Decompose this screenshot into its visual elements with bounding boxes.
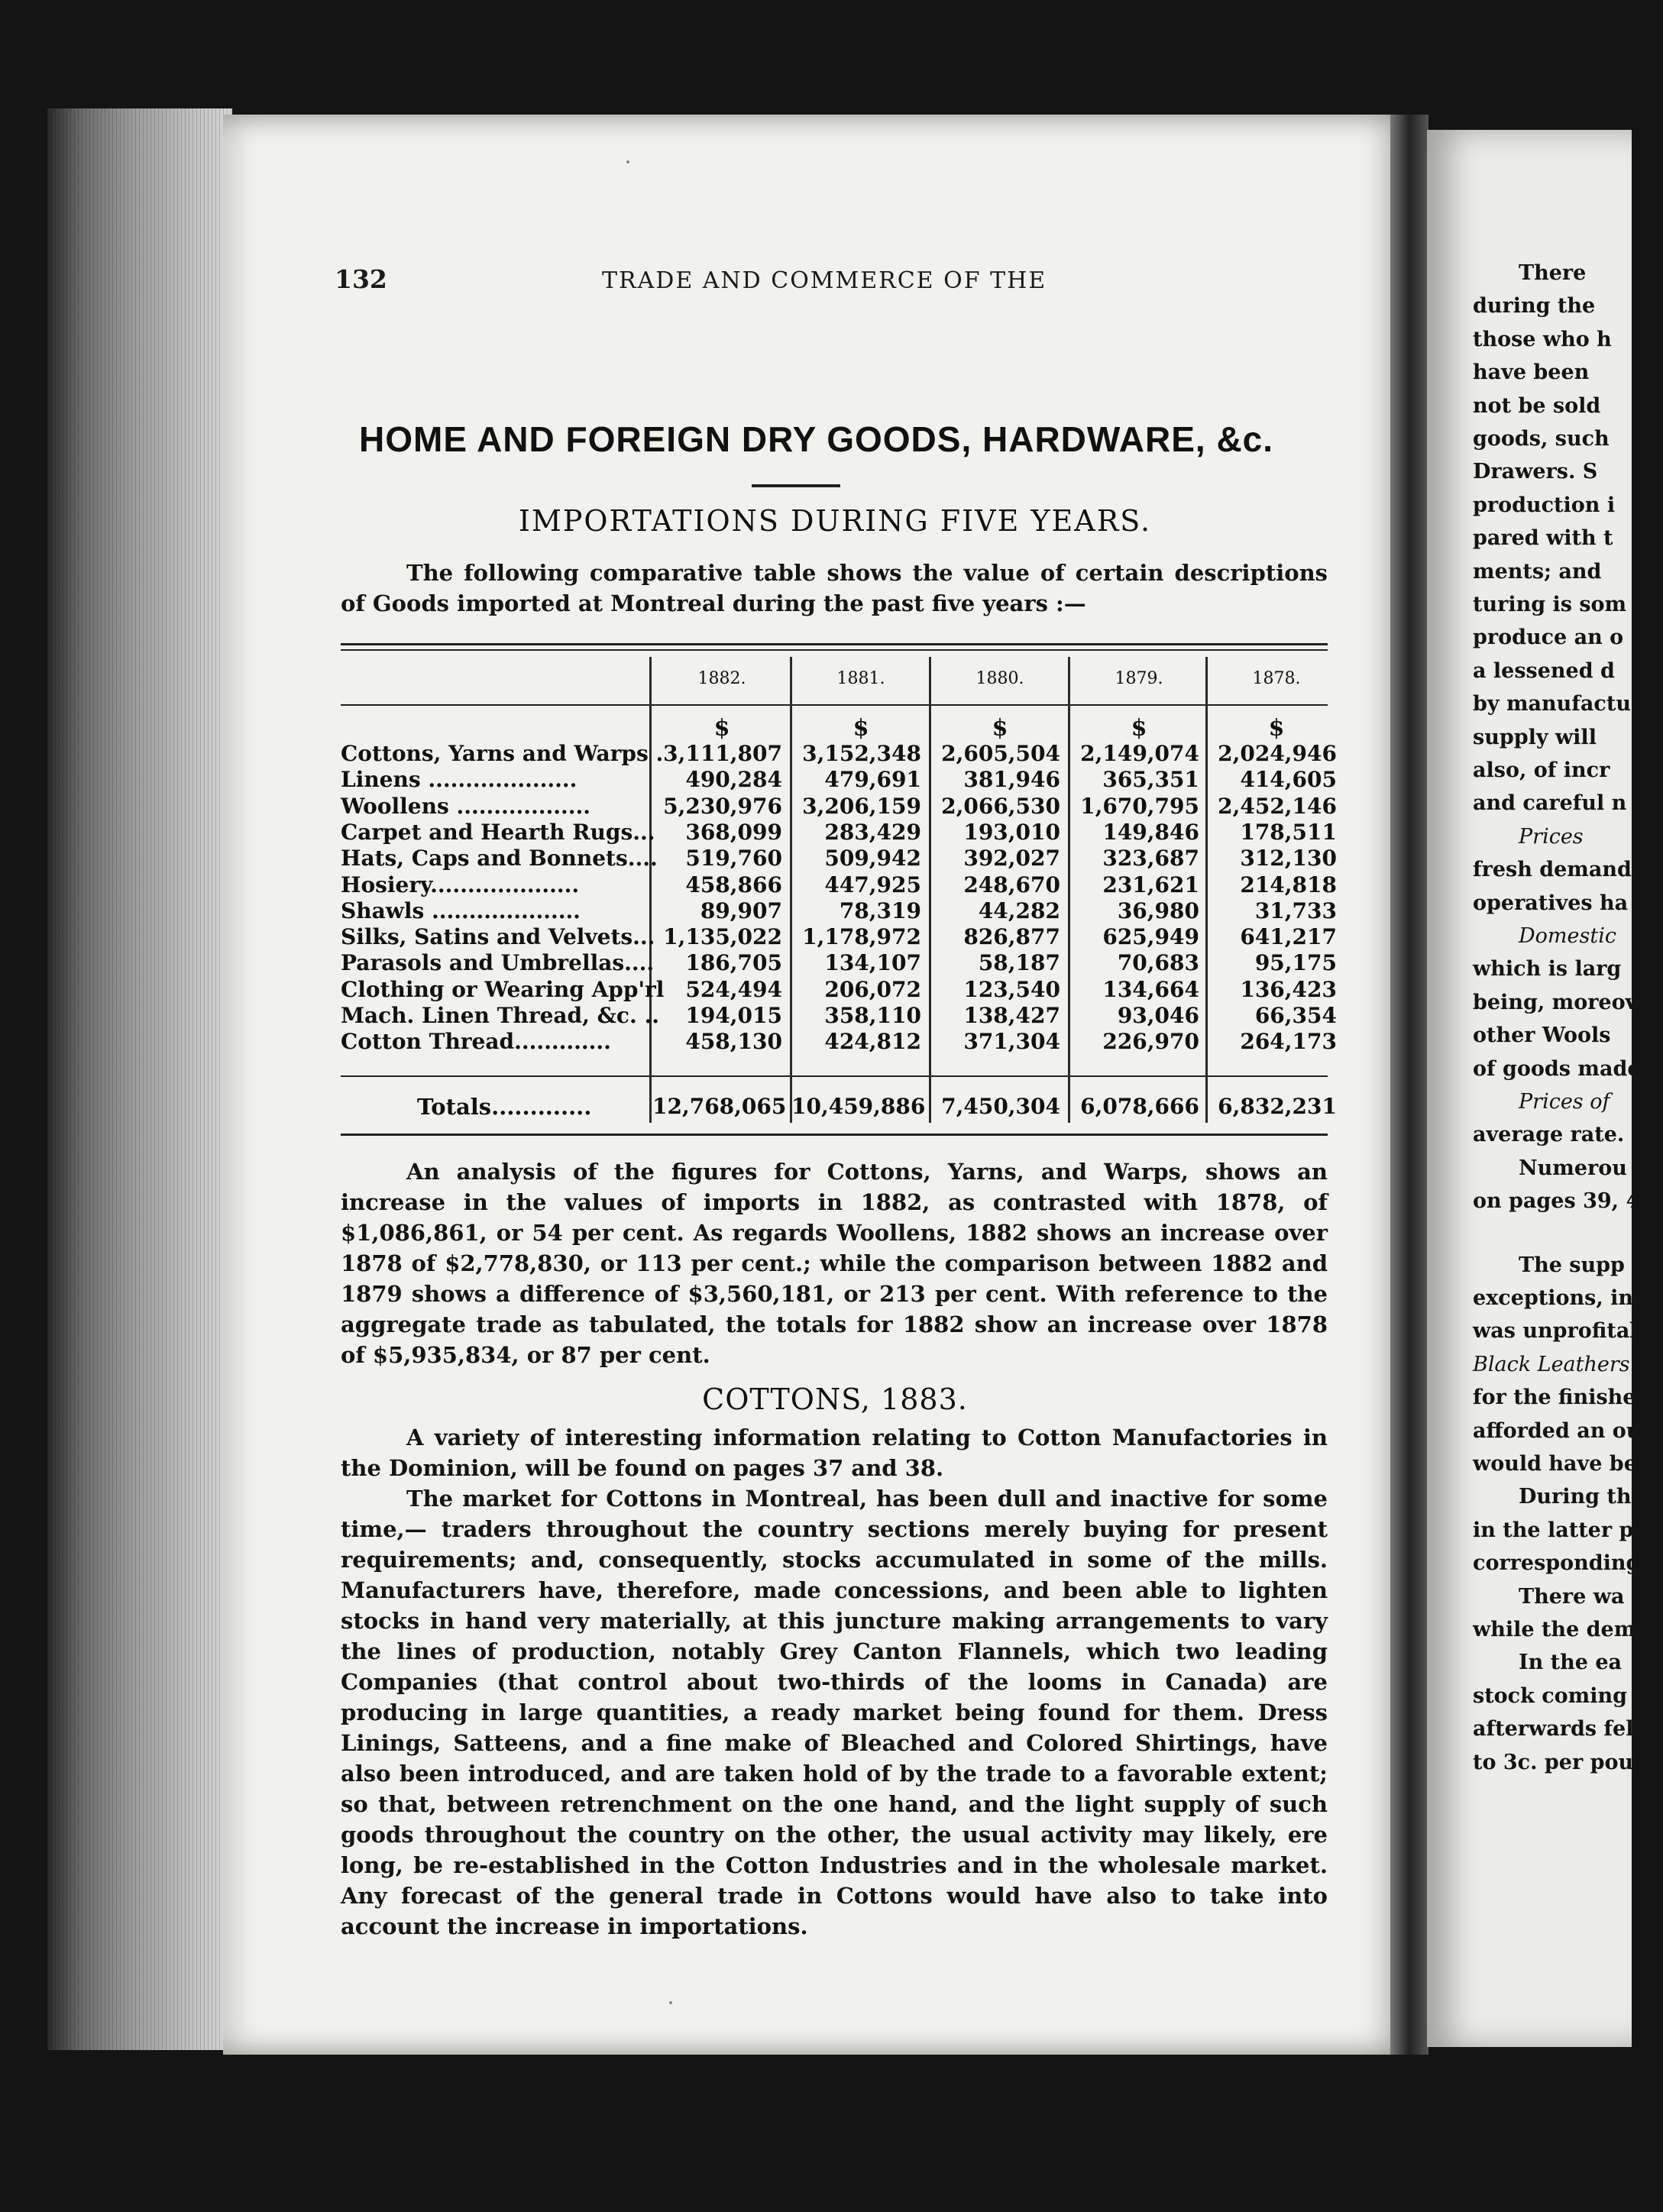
table-cell: 78,319: [839, 897, 921, 923]
book-gutter: [1390, 115, 1428, 2055]
table-cell: 206,072: [824, 976, 921, 1002]
table-cell: 368,099: [685, 819, 782, 845]
right-page-line: during the: [1473, 294, 1596, 319]
table-bottom-rule: [341, 1133, 1328, 1136]
table-cell: 134,664: [1102, 976, 1199, 1002]
right-page-line: pared with t: [1473, 526, 1613, 551]
right-page-line: supply will: [1473, 725, 1597, 749]
right-page-line: not be sold: [1473, 393, 1601, 418]
table-cell: 447,925: [824, 872, 921, 897]
title-divider: [752, 484, 840, 487]
table-cell: 36,980: [1117, 897, 1199, 923]
imports-table: [341, 643, 1337, 1140]
table-cell: 1,135,022: [663, 924, 782, 950]
table-cell: 1,178,972: [802, 924, 921, 950]
table-cell: 193,010: [963, 819, 1060, 845]
table-cell: 89,907: [700, 897, 782, 923]
right-page-line: afforded an ou: [1473, 1418, 1642, 1443]
right-page-line: produce an o: [1473, 626, 1624, 650]
year-header: 1881.: [836, 669, 885, 688]
table-totals-rule: [341, 1075, 1328, 1077]
table-cell: 178,511: [1240, 819, 1337, 845]
intro-text: The following comparative table shows the value of certain descriptions of Goods imported at Montreal during the past five years :—: [341, 560, 1328, 616]
table-top-rule: [341, 643, 1328, 645]
table-cell: 58,187: [978, 950, 1060, 976]
table-cell: 424,812: [824, 1029, 921, 1055]
right-page-line: Numerou: [1519, 1156, 1627, 1180]
right-page-line: fresh demand: [1473, 858, 1632, 882]
page-number: 132: [335, 264, 387, 294]
table-cell: 524,494: [685, 976, 782, 1002]
right-page-line: and careful n: [1473, 791, 1627, 816]
table-row-label: Shawls ....................: [341, 897, 581, 923]
table-cell: 3,206,159: [802, 793, 921, 819]
right-page-line: while the dema: [1473, 1618, 1649, 1641]
section-subtitle: IMPORTATIONS DURING FIVE YEARS.: [518, 504, 1152, 538]
analysis-text: An analysis of the figures for Cottons, Yarns, and Warps, shows an increase in the values of imports in 1882, as contrasted with 1878, of $1,086,861, or 54 per cent. As regards Woollens, 1882 shows an increase over 1878 of $2,778,830, or 113 per cent.; while the comparison between 1882 and 1879 shows a difference of $3,560,181, or 213 per cent. With reference to the aggregate trade as tabulated, the totals for 1882 show an increase over 1878 of $5,935,834, or 87 per cent.: [341, 1159, 1328, 1368]
right-page-line: Domestic: [1519, 924, 1616, 948]
analysis-paragraph: [341, 1156, 1328, 1370]
currency-symbol: $: [713, 715, 730, 742]
right-page-line: on pages 39, 4: [1473, 1189, 1641, 1214]
right-page-line: production i: [1473, 493, 1616, 517]
right-page-line: The supp: [1519, 1253, 1625, 1277]
totals-cell: 12,768,065: [652, 1094, 787, 1119]
right-page-line: have been: [1473, 361, 1590, 385]
right-page-line: afterwards fell o: [1473, 1717, 1663, 1741]
cottons-paragraph-2: The market for Cottons in Montreal, has been dull and inactive for some time,— traders throughout the country sections merely buying for present requirements; and, consequently, stocks accumulated in some of the mills. Manufacturers have, therefore, made concessions, and been able to lighten stocks in hand very materially, at this juncture making arrangements to vary the lines of production, notably Grey Canton Flannels, which two leading Companies (that control about two-thirds of the looms in Canada) are producing in large quantities, a ready market being found for them. Dress Linings, Satteens, and a fine make of Bleached and Colored Shirtings, have also been introduced, and are taken hold of by the trade to a favorable extent; so that, between retrenchment on the one hand, and the light supply of such goods throughout the country on the other, the usual activity may likely, ere long, be re-established in the Cotton Industries and in the wholesale market. Any forecast of the general trade in Cottons would have also to take into account the increase in importations.: [341, 1486, 1328, 1939]
table-cell: 231,621: [1102, 872, 1199, 897]
table-cell: 2,605,504: [941, 741, 1060, 766]
totals-cell: 7,450,304: [941, 1094, 1060, 1119]
table-row-label: Linens ....................: [341, 767, 578, 793]
table-cell: 458,866: [685, 872, 782, 897]
right-page-line: also, of incr: [1473, 758, 1610, 782]
totals-label: Totals.............: [417, 1094, 592, 1120]
table-cell: 392,027: [963, 846, 1060, 872]
table-cell: 1,670,795: [1080, 793, 1199, 819]
right-page-line: There wa: [1519, 1584, 1625, 1609]
right-page: [1427, 130, 1663, 2047]
table-cell: 371,304: [963, 1029, 1060, 1055]
right-page-line: a lessened d: [1473, 658, 1615, 683]
table-cell: 458,130: [685, 1029, 782, 1055]
right-page-line: Prices: [1519, 824, 1584, 849]
right-page-line: to 3c. per pound: [1473, 1750, 1663, 1774]
table-cell: 5,230,976: [663, 793, 782, 819]
table-cell: 134,107: [824, 950, 921, 976]
right-page-line: would have bee: [1473, 1452, 1651, 1476]
table-row-label: Carpet and Hearth Rugs...: [341, 819, 655, 845]
right-page-line: of goods made: [1473, 1056, 1641, 1081]
table-cell: 123,540: [963, 976, 1060, 1002]
currency-symbol: $: [1268, 715, 1285, 742]
cottons-paragraph-1: A variety of interesting information relating to Cotton Manufactories in the Dominion, will be found on pages 37 and 38.: [341, 1425, 1328, 1481]
table-cell: 3,152,348: [802, 741, 921, 766]
table-cell: 264,173: [1240, 1029, 1337, 1055]
table-cell: 70,683: [1117, 950, 1199, 976]
table-cell: 479,691: [824, 767, 921, 793]
right-page-line: for the finishe: [1473, 1386, 1636, 1410]
table-header-rule: [341, 704, 1328, 706]
totals-cell: 6,832,231: [1218, 1094, 1337, 1119]
table-cell: 214,818: [1240, 872, 1337, 897]
currency-symbol: $: [992, 715, 1008, 742]
table-cell: 2,452,146: [1218, 793, 1337, 819]
paper-speck: [669, 2001, 672, 2004]
table-cell: 3,111,807: [663, 741, 782, 766]
right-page-line: During th: [1519, 1485, 1632, 1509]
right-page-line: by manufactu: [1473, 692, 1631, 716]
table-cell: 826,877: [963, 924, 1060, 950]
table-row-label: Hosiery....................: [341, 872, 580, 897]
right-page-line: average rate.: [1473, 1123, 1625, 1147]
table-cell: 2,066,530: [941, 793, 1060, 819]
table-cell: 93,046: [1117, 1003, 1199, 1028]
table-row-label: Hats, Caps and Bonnets....: [341, 846, 658, 872]
page-title: HOME AND FOREIGN DRY GOODS, HARDWARE, &c.: [359, 419, 1274, 459]
table-cell: 226,970: [1102, 1029, 1199, 1055]
table-cell: 509,942: [824, 846, 921, 872]
intro-paragraph: [341, 558, 1328, 619]
year-header: 1880.: [975, 669, 1024, 688]
right-page-line: Drawers. S: [1473, 460, 1598, 484]
right-page-line: being, moreov: [1473, 990, 1638, 1014]
right-page-line: Black Leathers: [1473, 1352, 1630, 1376]
totals-cell: 10,459,886: [791, 1094, 926, 1119]
right-page-line: stock coming f: [1473, 1683, 1644, 1708]
totals-cell: 6,078,666: [1080, 1094, 1199, 1119]
right-page-line: turing is som: [1473, 593, 1627, 616]
table-row-label: Parasols and Umbrellas....: [341, 950, 655, 976]
table-row-label: Cottons, Yarns and Warps .: [341, 741, 664, 766]
year-header: 1882.: [697, 669, 746, 688]
table-cell: 519,760: [685, 846, 782, 872]
table-cell: 2,149,074: [1080, 741, 1199, 766]
table-row-label: Woollens ..................: [341, 793, 590, 819]
page-header: [335, 264, 1320, 302]
table-cell: 283,429: [824, 819, 921, 845]
right-page-line: In the ea: [1519, 1651, 1623, 1675]
running-head: TRADE AND COMMERCE OF THE: [602, 267, 1047, 294]
currency-symbol: $: [853, 715, 869, 742]
table-cell: 323,687: [1102, 846, 1199, 872]
table-cell: 248,670: [963, 872, 1060, 897]
cottons-heading: COTTONS, 1883.: [702, 1382, 968, 1416]
right-page-line: exceptions, in: [1473, 1286, 1634, 1310]
table-cell: 414,605: [1240, 767, 1337, 793]
table-cell: 312,130: [1240, 846, 1337, 872]
year-header: 1878.: [1252, 669, 1301, 688]
book-page-edges: [47, 108, 232, 2050]
table-cell: 186,705: [685, 950, 782, 976]
table-row-label: Silks, Satins and Velvets...: [341, 924, 655, 950]
table-cell: 194,015: [685, 1003, 782, 1028]
table-cell: 641,217: [1240, 924, 1337, 950]
table-cell: 2,024,946: [1218, 741, 1337, 766]
currency-symbol: $: [1131, 715, 1147, 742]
table-cell: 136,423: [1240, 976, 1337, 1002]
table-cell: 138,427: [963, 1003, 1060, 1028]
right-page-line: other Wools: [1473, 1024, 1611, 1048]
right-page-line: Prices of: [1519, 1090, 1610, 1114]
paper-speck: [626, 160, 629, 163]
table-cell: 44,282: [978, 897, 1060, 923]
right-page-line: ments; and: [1473, 559, 1602, 584]
table-cell: 149,846: [1102, 819, 1199, 845]
table-cell: 381,946: [963, 767, 1060, 793]
year-header: 1879.: [1115, 669, 1163, 688]
right-page-line: was unprofitab: [1473, 1319, 1645, 1344]
table-row-label: Mach. Linen Thread, &c. ..: [341, 1003, 659, 1028]
right-page-line: There: [1519, 261, 1587, 285]
right-page-line: operatives ha: [1473, 891, 1629, 915]
right-page-line: corresponding: [1473, 1551, 1641, 1576]
right-page-line: those who h: [1473, 327, 1612, 351]
right-page-line: which is larg: [1473, 957, 1622, 981]
table-cell: 490,284: [685, 767, 782, 793]
table-top-rule-2: [341, 649, 1328, 651]
table-row-label: Cotton Thread.............: [341, 1029, 611, 1055]
table-cell: 95,175: [1254, 950, 1337, 976]
table-cell: 358,110: [824, 1003, 921, 1028]
table-cell: 365,351: [1102, 767, 1199, 793]
right-page-line: in the latter p: [1473, 1518, 1634, 1542]
table-row-label: Clothing or Wearing App'rl: [341, 976, 665, 1002]
table-cell: 625,949: [1102, 924, 1199, 950]
right-page-line: goods, such: [1473, 427, 1610, 451]
table-cell: 31,733: [1254, 897, 1337, 923]
cottons-section: [341, 1422, 1328, 1942]
table-cell: 66,354: [1254, 1003, 1337, 1028]
